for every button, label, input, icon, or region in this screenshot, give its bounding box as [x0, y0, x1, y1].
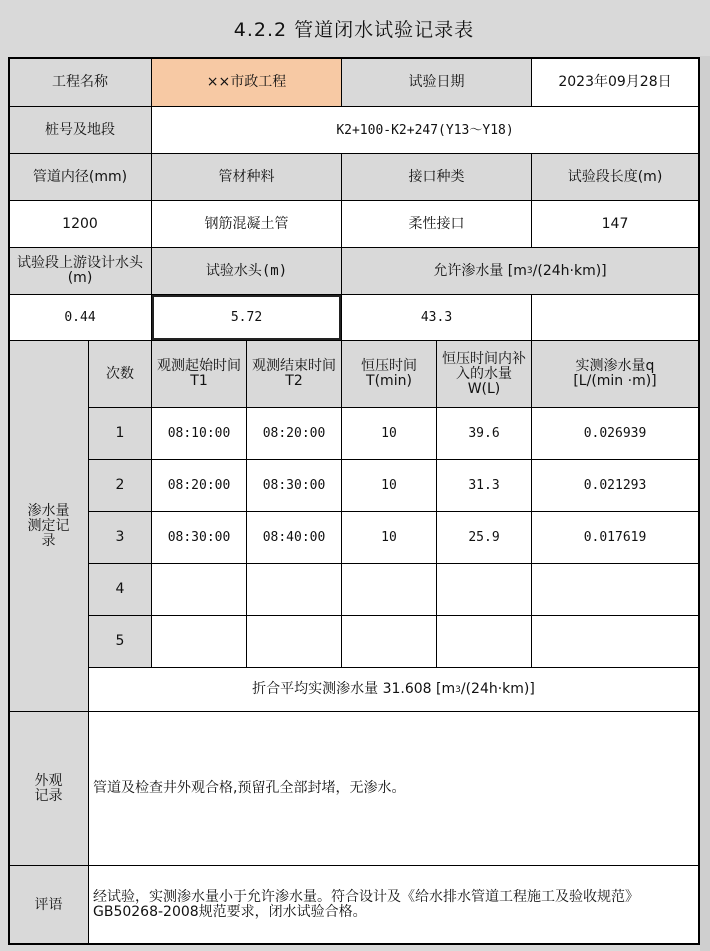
header-end-time[interactable]: 观测结束时间T2: [246, 340, 342, 408]
allowable-seepage-label-text: 允许渗水量 [m: [433, 262, 527, 279]
pipe-material-value[interactable]: 钢筋混凝土管: [151, 200, 342, 248]
joint-type-value[interactable]: 柔性接口: [341, 200, 532, 248]
measured-seepage-cell[interactable]: 0.026939: [531, 407, 699, 460]
constant-time-cell[interactable]: [341, 615, 437, 668]
comment-text[interactable]: 经试验，实测渗水量小于允许渗水量。符合设计及《给水排水管道工程施工及验收规范》GB50268-2008规范要求，闭水试验合格。: [88, 865, 699, 945]
header-water-added[interactable]: 恒压时间内补入的水量W(L): [436, 340, 532, 408]
end-time-cell[interactable]: 08:30:00: [246, 459, 342, 512]
average-seepage-unit: /(24h·km)]: [460, 681, 535, 697]
start-time-cell[interactable]: 08:30:00: [151, 511, 247, 564]
allowable-seepage-unit: /(24h·km)]: [532, 262, 607, 279]
test-length-label[interactable]: 试验段长度(m): [531, 153, 699, 201]
header-constant-time[interactable]: 恒压时间T(min): [341, 340, 437, 408]
end-time-cell[interactable]: 08:40:00: [246, 511, 342, 564]
comment-label[interactable]: 评语: [8, 865, 89, 945]
project-name-label[interactable]: 工程名称: [8, 58, 152, 107]
pipe-material-label[interactable]: 管材种料: [151, 153, 342, 201]
water-added-cell[interactable]: 39.6: [436, 407, 532, 460]
empty-cell[interactable]: [531, 294, 699, 341]
upstream-head-value[interactable]: 0.44: [8, 294, 152, 341]
page-title: 4.2.2 管道闭水试验记录表: [233, 18, 475, 41]
upstream-head-label[interactable]: 试验段上游设计水头(m): [8, 247, 152, 295]
water-added-cell[interactable]: 31.3: [436, 459, 532, 512]
row-count[interactable]: 1: [88, 407, 152, 460]
water-added-cell[interactable]: [436, 563, 532, 616]
start-time-cell[interactable]: [151, 615, 247, 668]
water-added-cell[interactable]: [436, 615, 532, 668]
seepage-section-label[interactable]: 渗水量测定记录: [8, 340, 89, 712]
average-seepage[interactable]: 折合平均实测渗水量 31.608 [m 3 /(24h·km)]: [88, 667, 699, 712]
row-count[interactable]: 4: [88, 563, 152, 616]
pipe-diameter-label[interactable]: 管道内径(mm): [8, 153, 152, 201]
project-name-value[interactable]: ××市政工程: [151, 58, 342, 107]
header-count[interactable]: 次数: [88, 340, 152, 408]
header-start-time[interactable]: 观测起始时间T1: [151, 340, 247, 408]
end-time-cell[interactable]: [246, 563, 342, 616]
constant-time-cell[interactable]: 10: [341, 407, 437, 460]
appearance-text[interactable]: 管道及检查井外观合格,预留孔全部封堵，无渗水。: [88, 711, 699, 866]
allowable-seepage-label[interactable]: 允许渗水量 [m 3 /(24h·km)]: [341, 247, 699, 295]
measured-seepage-cell[interactable]: [531, 563, 699, 616]
row-count[interactable]: 3: [88, 511, 152, 564]
measured-seepage-cell[interactable]: 0.017619: [531, 511, 699, 564]
pipe-diameter-value[interactable]: 1200: [8, 200, 152, 248]
start-time-cell[interactable]: 08:20:00: [151, 459, 247, 512]
measured-seepage-cell[interactable]: 0.021293: [531, 459, 699, 512]
station-value[interactable]: K2+100-K2+247(Y13～Y18): [151, 106, 699, 154]
row-count[interactable]: 5: [88, 615, 152, 668]
appearance-label[interactable]: 外观记录: [8, 711, 89, 866]
constant-time-cell[interactable]: [341, 563, 437, 616]
allowable-seepage-value[interactable]: 43.3: [341, 294, 532, 341]
scroll-gutter: [700, 56, 710, 951]
end-time-cell[interactable]: [246, 615, 342, 668]
test-date-label[interactable]: 试验日期: [341, 58, 532, 107]
start-time-cell[interactable]: [151, 563, 247, 616]
test-length-value[interactable]: 147: [531, 200, 699, 248]
test-head-label[interactable]: 试验水头(m): [151, 247, 342, 295]
header-measured-seepage[interactable]: 实测渗水量q [L/(min ·m)]: [531, 340, 699, 408]
joint-type-label[interactable]: 接口种类: [341, 153, 532, 201]
average-seepage-text: 折合平均实测渗水量 31.608 [m: [252, 681, 456, 697]
water-added-cell[interactable]: 25.9: [436, 511, 532, 564]
test-head-value[interactable]: 5.72: [151, 294, 342, 341]
test-date-value[interactable]: 2023年09月28日: [531, 58, 699, 107]
row-count[interactable]: 2: [88, 459, 152, 512]
start-time-cell[interactable]: 08:10:00: [151, 407, 247, 460]
constant-time-cell[interactable]: 10: [341, 511, 437, 564]
station-label[interactable]: 桩号及地段: [8, 106, 152, 154]
measured-seepage-cell[interactable]: [531, 615, 699, 668]
constant-time-cell[interactable]: 10: [341, 459, 437, 512]
end-time-cell[interactable]: 08:20:00: [246, 407, 342, 460]
